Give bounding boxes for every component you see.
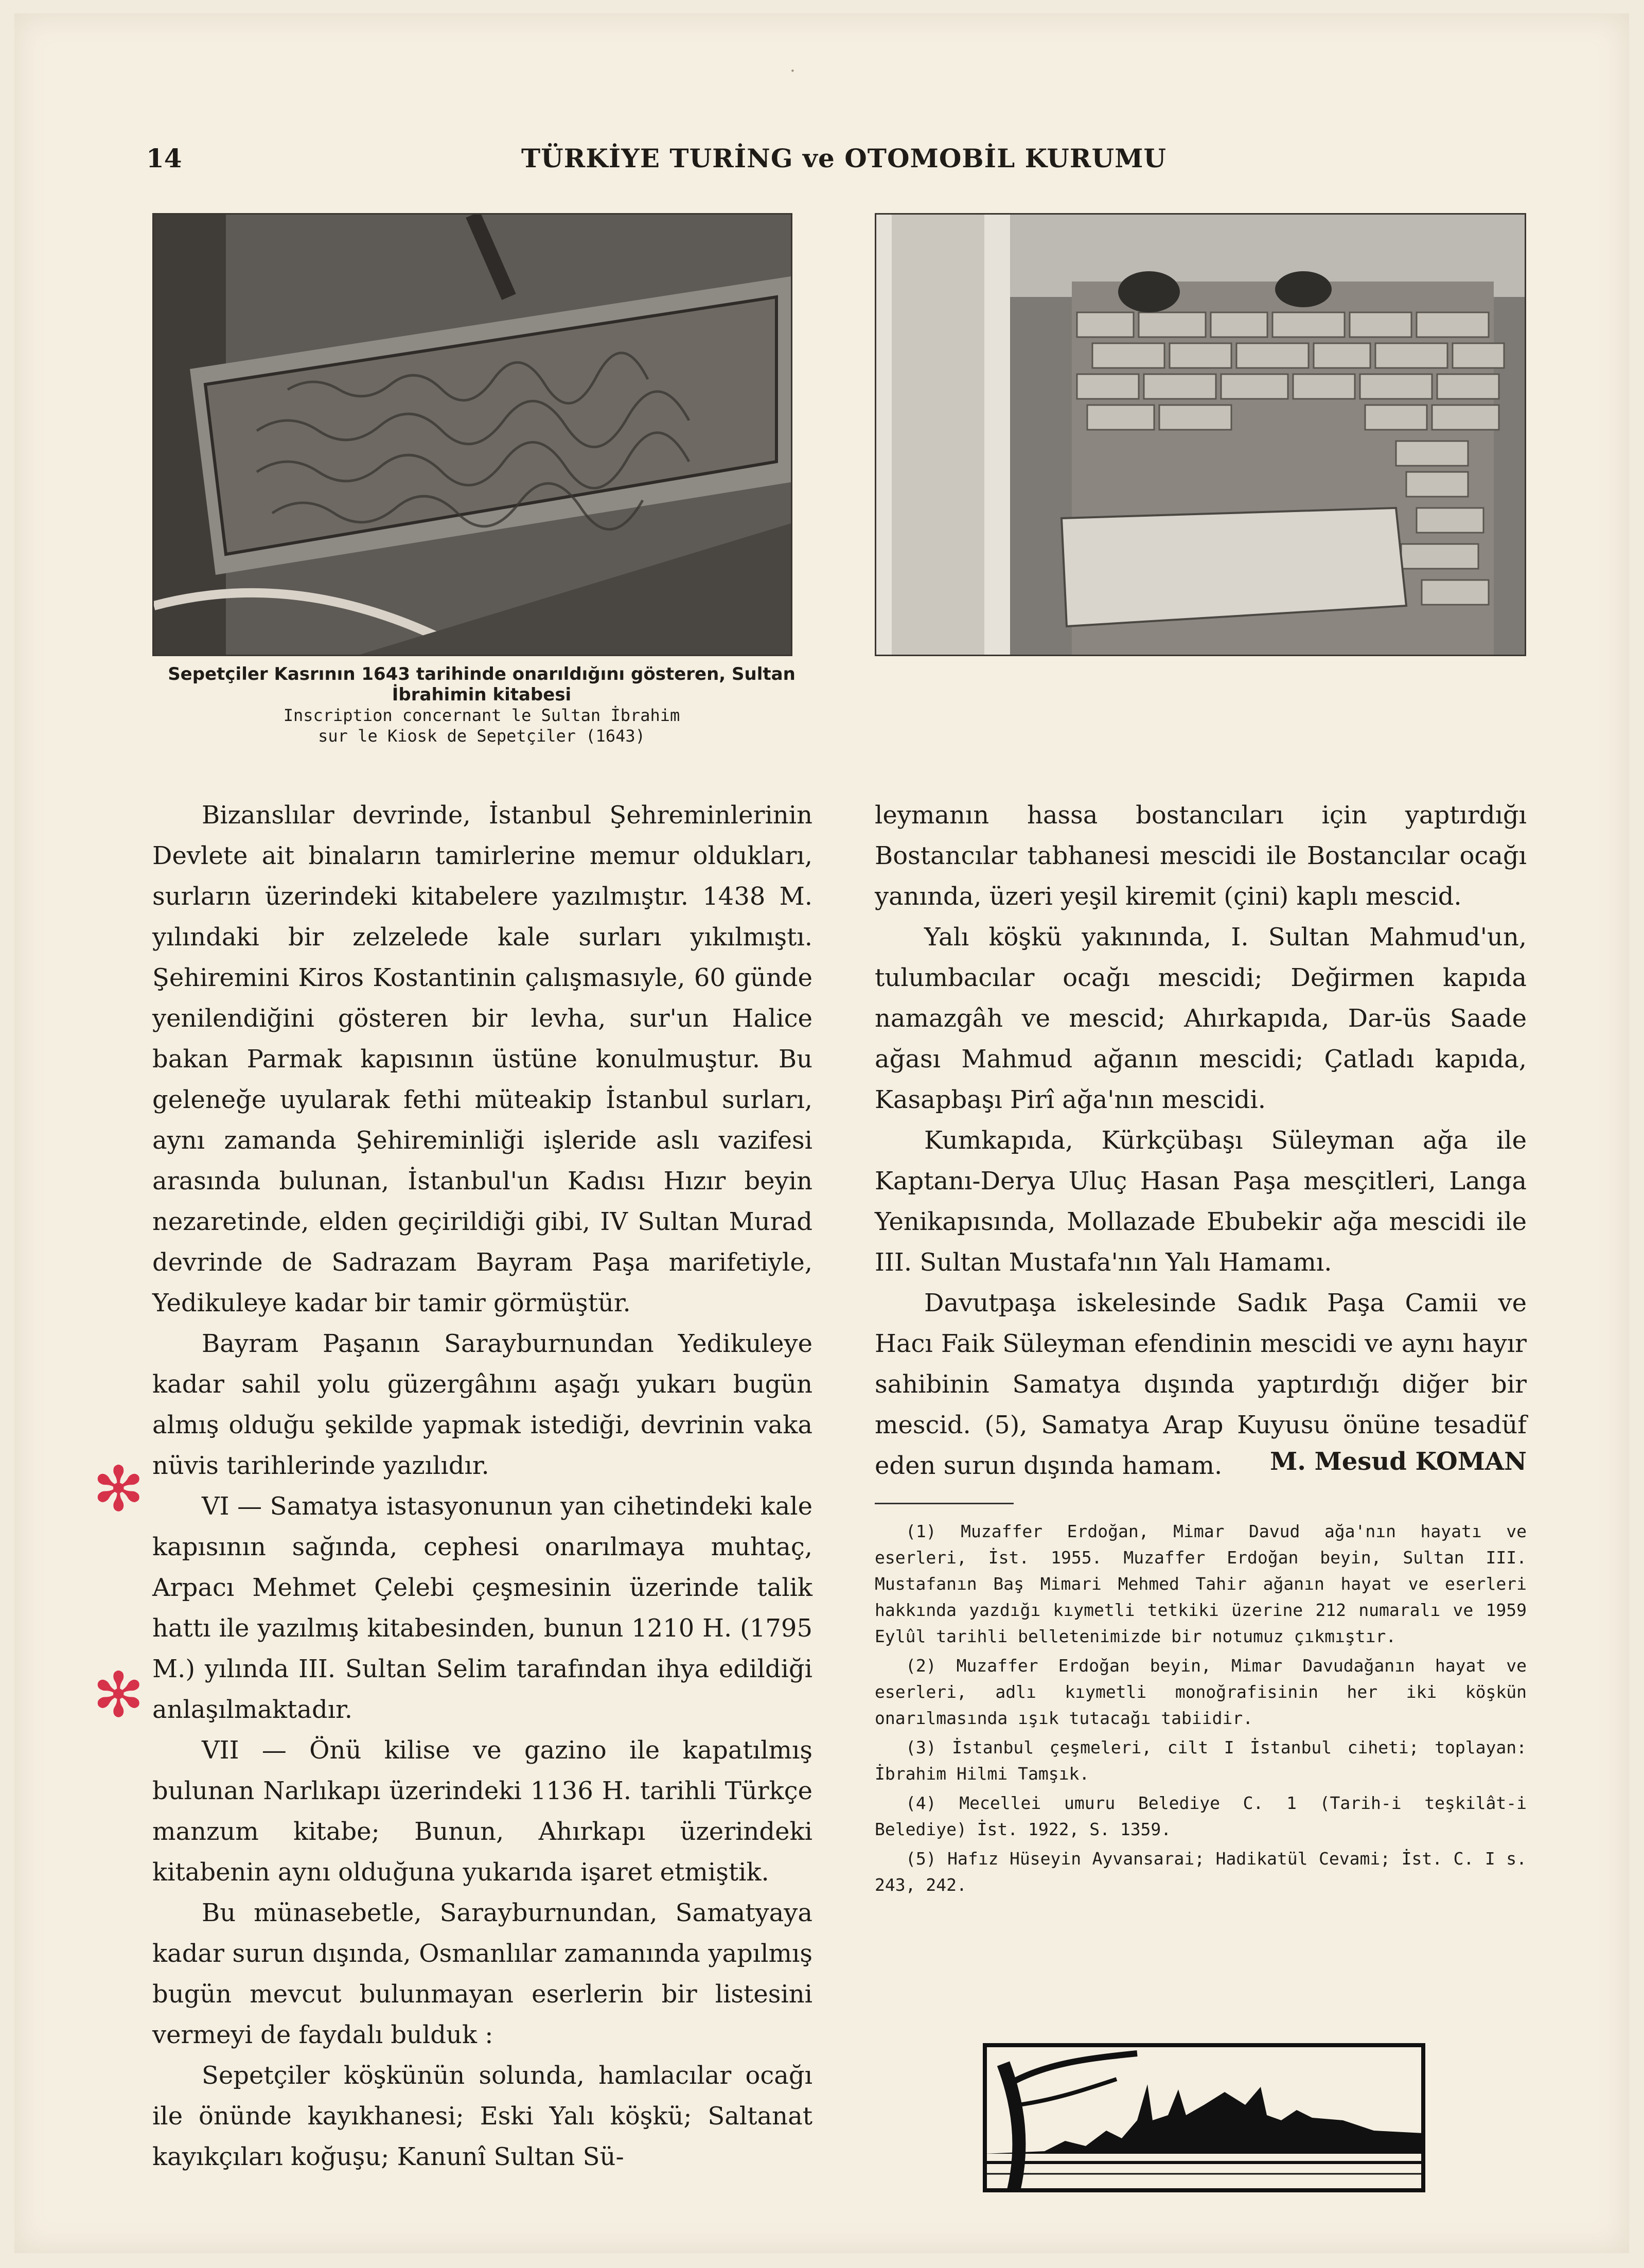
author-signature: M. Mesud KOMAN bbox=[1270, 1447, 1527, 1476]
paragraph: Davutpaşa iskelesinde Sadık Paşa Camii ve Hacı Faik Süleyman efendinin mescidi ve aynı hayır sahibinin Samatya dışında yaptırdığı diğer bir mescid. (5), Samatya Arap Kuyusu önüne tesadüf eden surun dışında hamam. bbox=[875, 1289, 1527, 1480]
paragraph: Yalı köşkü yakınında, I. Sultan Mahmud'un, tulumbacılar ocağı mescidi; Değirmen kapıda namazgâh ve mescid; Ahırkapıda, Dar-üs Saade ağası Mahmud ağanın mescidi; Çatladı kapıda, Kasapbaşı Pirî ağa'nın mescidi. bbox=[875, 923, 1527, 1114]
footnote: (5) Hafız Hüseyin Ayvansarai; Hadikatül Cevami; İst. C. I s. 243, 242. bbox=[875, 1849, 1527, 1895]
inscription-photo bbox=[152, 213, 792, 656]
wall-plaque-photo-drawing bbox=[876, 215, 1525, 655]
page-number: 14 bbox=[146, 143, 182, 173]
footnotes bbox=[875, 1518, 1527, 1901]
paragraph: leymanın hassa bostancıları için yaptırdığı Bostancılar tabhanesi mescidi ile Bostancılar ocağı yanında, üzeri yeşil kiremit (çini) kaplı mescid. bbox=[875, 801, 1527, 911]
caption-turkish: Sepetçiler Kasrının 1643 tarihinde onarıldığını gösteren, Sultan İbrahimin kitabesi bbox=[168, 664, 796, 705]
paragraph: VI — Samatya istasyonunun yan cihetindeki kale kapısının sağında, cephesi onarılmaya muhtaç, Arpacı Mehmet Çelebi çeşmesinin üzerinde talik hattı ile yazılmış kitabesinden, bunun 1210 H. (1795 M.) yılında III. Sultan Selim tarafından ihya edildiği anlaşılmaktadır. bbox=[152, 1492, 812, 1724]
footnote: (4) Mecellei umuru Belediye C. 1 (Tarih-i teşkilât-i Belediye) İst. 1922, S. 1359. bbox=[875, 1793, 1527, 1839]
paragraph: Sepetçiler köşkünün solunda, hamlacılar ocağı ile önünde kayıkhanesi; Eski Yalı köşkü; Saltanat kayıkçıları koğuşu; Kanunî Sultan Sü- bbox=[152, 2061, 812, 2171]
footnote: (2) Muzaffer Erdoğan beyin, Mimar Davudağanın hayat ve eserleri, adlı kıymetli monoğrafisinin her iki köşkün onarılmasında ışık tutacağı tabiidir. bbox=[875, 1656, 1527, 1728]
footnote-rule bbox=[875, 1503, 1014, 1504]
skyline-vignette bbox=[983, 2043, 1425, 2192]
photo-caption bbox=[152, 664, 811, 746]
inscription-photo-drawing bbox=[154, 215, 791, 655]
footnote: (3) İstanbul çeşmeleri, cilt I İstanbul ciheti; toplayan: İbrahim Hilmi Tamşık. bbox=[875, 1737, 1527, 1784]
caption-french-2: sur le Kiosk de Sepetçiler (1643) bbox=[318, 726, 645, 746]
paragraph: VII — Önü kilise ve gazino ile kapatılmış bulunan Narlıkapı üzerindeki 1136 H. tarihli Türkçe manzum kitabe; Bunun, Ahırkapı üzerindeki kitabenin aynı olduğuna yukarıda işaret etmiştik. bbox=[152, 1736, 812, 1887]
asterisk-mark-icon: ✻ bbox=[93, 1660, 145, 1731]
asterisk-mark-icon: ✻ bbox=[93, 1454, 145, 1525]
paragraph: Bizanslılar devrinde, İstanbul Şehreminlerinin Devlete ait binaların tamirlerine memur oldukları, surların üzerindeki kitabelere yazılmıştır. 1438 M. yılındaki bir zelzelede kale surları yıkılmıştı. Şehiremini Kiros Kostantinin çalışmasıyle, 60 günde yenilendiğini gösteren bir levha, sur'un Halice bakan Parmak kapısının üstüne konulmuştur. Bu geleneğe uyularak fethi müteakip İstanbul surları, aynı zamanda Şehireminliği işleride aslı vazifesi arasında bulunan, İstanbul'un Kadısı Hızır beyin nezaretinde, elden geçirildiği gibi, IV Sultan Murad devrinde de Sadrazam Bayram Paşa marifetiyle, Yedikuleye kadar bir tamir görmüştür. bbox=[152, 801, 812, 1317]
wall-plaque-photo bbox=[875, 213, 1526, 656]
paragraph: Bu münasebetle, Sarayburnundan, Samatyaya kadar surun dışında, Osmanlılar zamanında yapılmış bugün mevcut bulunmayan eserlerin bir listesini vermeyi de faydalı bulduk : bbox=[152, 1898, 812, 2049]
running-title: TÜRKİYE TURİNG ve OTOMOBİL KURUMU bbox=[521, 143, 1167, 173]
print-speck: · bbox=[790, 61, 796, 81]
footnote: (1) Muzaffer Erdoğan, Mimar Davud ağa'nın hayatı ve eserleri, İst. 1955. Muzaffer Erdoğan beyin, Sultan III. Mustafanın Baş Mimari Mehmed Tahir ağanın hayat ve eserleri hakkında yazdığı kıymetli tetkiki üzerine 212 numaralı ve 1959 Eylûl tarihli belletenimizde bir notumuz çıkmıştır. bbox=[875, 1521, 1527, 1646]
caption-french-1: Inscription concernant le Sultan İbrahim bbox=[283, 706, 680, 725]
right-column bbox=[875, 795, 1527, 1486]
paragraph: Bayram Paşanın Sarayburnundan Yedikuleye kadar sahil yolu güzergâhını aşağı yukarı bugün almış olduğu şekilde yapmak istediği, devrinin vaka nüvis tarihlerinde yazılıdır. bbox=[152, 1329, 812, 1480]
paragraph: Kumkapıda, Kürkçübaşı Süleyman ağa ile Kaptanı-Derya Uluç Hasan Paşa mesçitleri, Langa Yenikapısında, Mollazade Ebubekir ağa mescidi ile III. Sultan Mustafa'nın Yalı Hamamı. bbox=[875, 1126, 1527, 1277]
left-column bbox=[152, 795, 812, 2177]
